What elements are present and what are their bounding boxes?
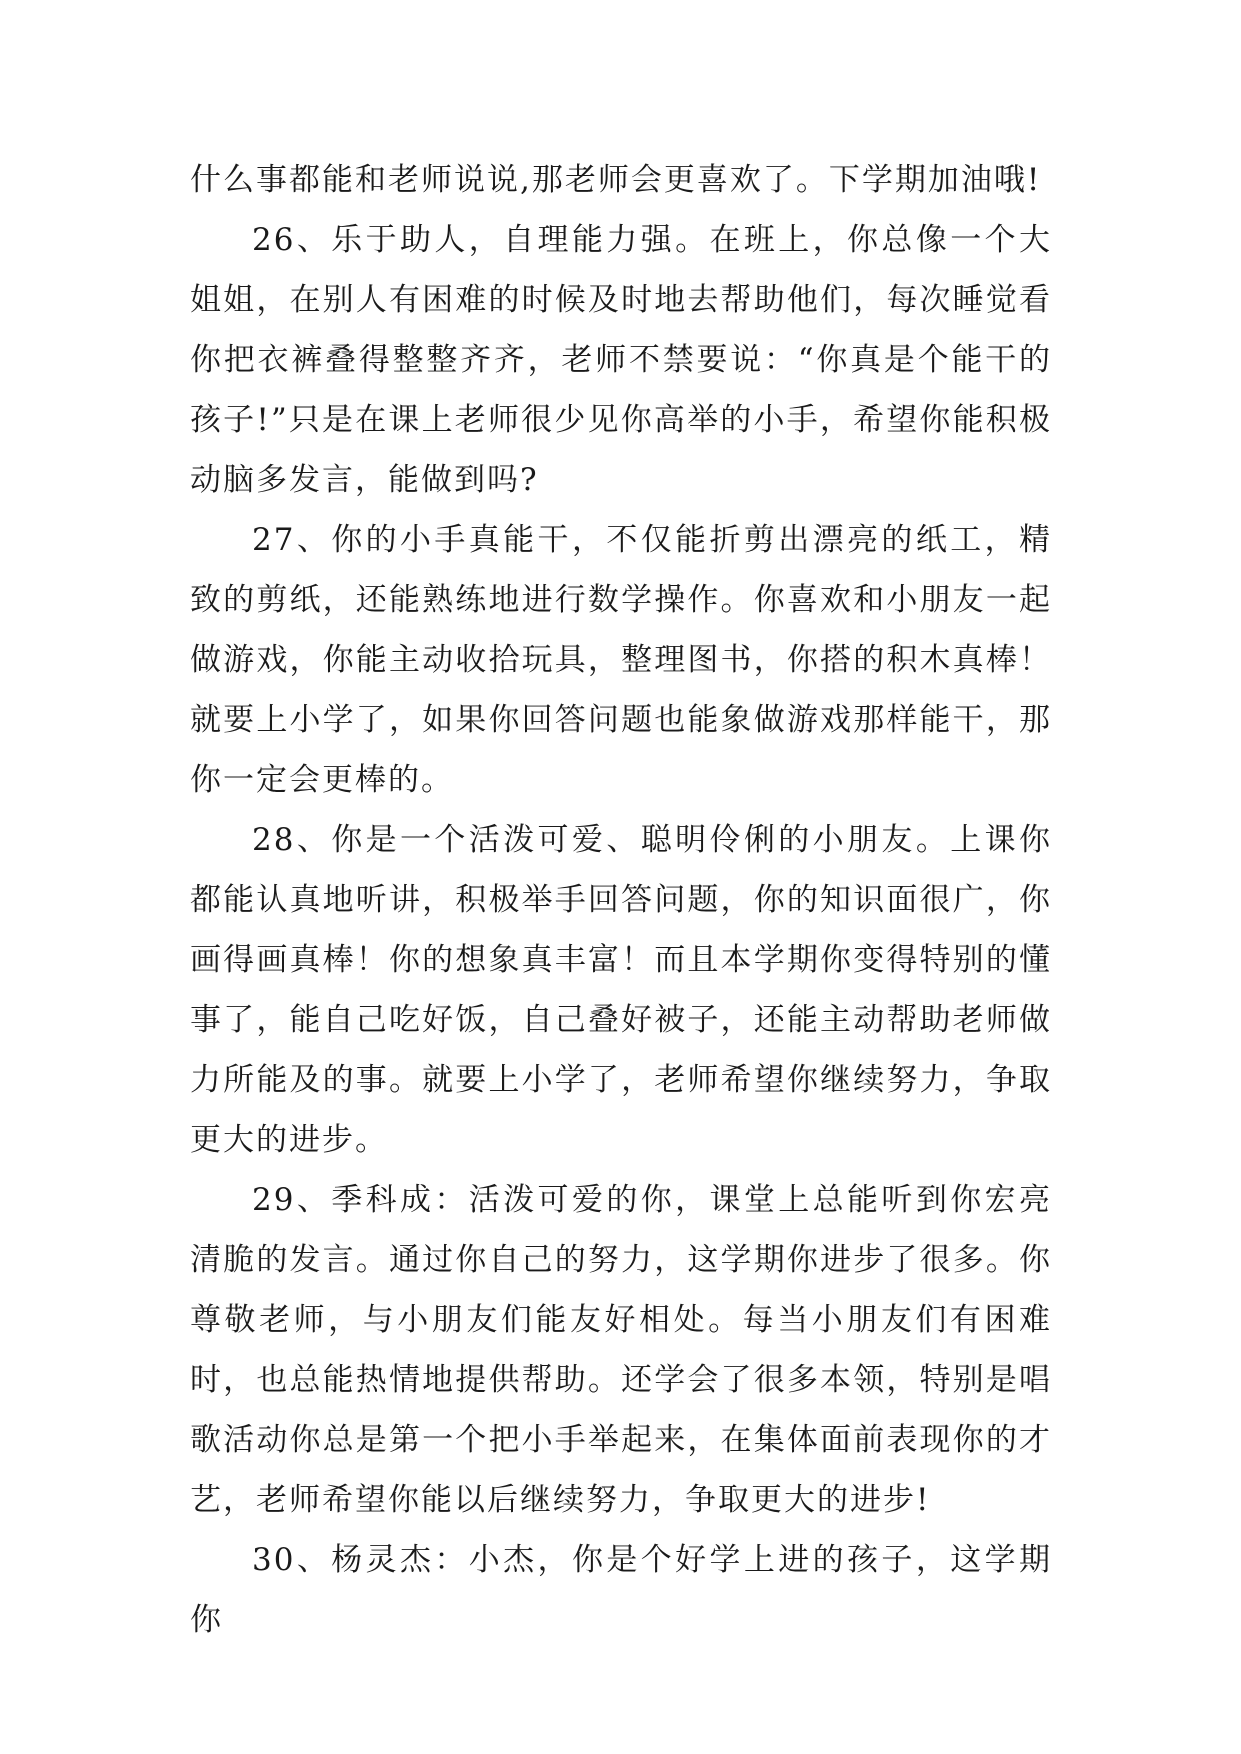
paragraph-comment-29: 29、季科成：活泼可爱的你，课堂上总能听到你宏亮清脆的发言。通过你自己的努力，这学期你进步了很多。你尊敬老师，与小朋友们能友好相处。每当小朋友们有困难时，也总能热情地提供帮助。还学会了很多本领，特别是唱歌活动你总是第一个把小手举起来，在集体面前表现你的才艺，老师希望你能以后继续努力，争取更大的进步! <box>190 1182 1052 1518</box>
paragraph-comment-28: 28、你是一个活泼可爱、聪明伶俐的小朋友。上课你都能认真地听讲，积极举手回答问题，你的知识面很广，你画得画真棒！你的想象真丰富！而且本学期你变得特别的懂事了，能自己吃好饭，自己叠好被子，还能主动帮助老师做力所能及的事。就要上小学了，老师希望你继续努力，争取更大的进步。 <box>190 822 1052 1158</box>
paragraph-comment-27: 27、你的小手真能干，不仅能折剪出漂亮的纸工，精致的剪纸，还能熟练地进行数学操作。你喜欢和小朋友一起做游戏，你能主动收拾玩具，整理图书，你搭的积木真棒！就要上小学了，如果你回答问题也能象做游戏那样能干，那你一定会更棒的。 <box>190 522 1052 798</box>
document-body <box>190 150 1052 1650</box>
paragraph-continuation: 什么事都能和老师说说,那老师会更喜欢了。下学期加油哦! <box>190 162 1042 198</box>
paragraph-comment-30: 30、杨灵杰：小杰，你是个好学上进的孩子，这学期你 <box>190 1542 1052 1638</box>
paragraph-comment-26: 26、乐于助人，自理能力强。在班上，你总像一个大姐姐，在别人有困难的时候及时地去帮助他们，每次睡觉看你把衣裤叠得整整齐齐，老师不禁要说：“你真是个能干的孩子!”只是在课上老师很少见你高举的小手，希望你能积极动脑多发言，能做到吗? <box>190 222 1052 498</box>
